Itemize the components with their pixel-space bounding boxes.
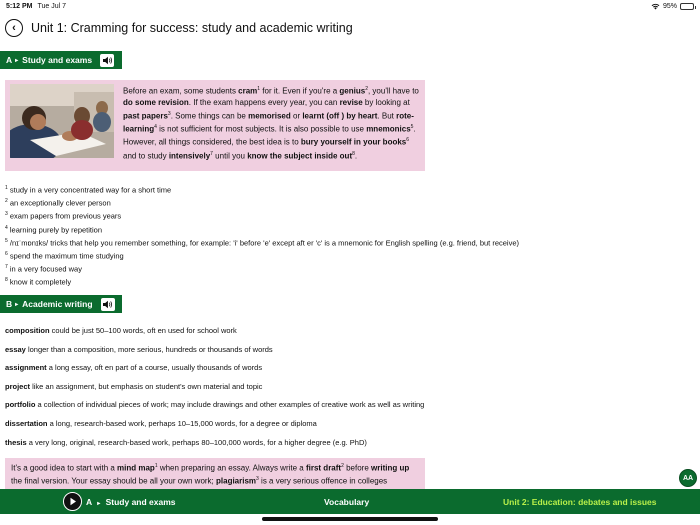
- definition-item: [5, 345, 424, 364]
- definition-item: [5, 419, 424, 438]
- footnote-marker: 3: [256, 476, 259, 483]
- passage-text: for it. Even if you're a: [260, 86, 340, 96]
- passage-text: .: [354, 151, 358, 161]
- page-title: Unit 1: Cramming for success: study and academic writing: [31, 21, 353, 35]
- passage-text: is a very serious offence in colleges: [258, 476, 388, 486]
- section-a-audio-button[interactable]: [100, 54, 114, 67]
- passage-text: Before an exam, some students: [123, 86, 239, 96]
- passage-text: when preparing an essay. Always write a: [157, 463, 306, 473]
- passage-text: by looking at: [362, 98, 410, 108]
- footnote-number: 5: [5, 237, 8, 244]
- definition-term: assignment: [5, 363, 47, 373]
- key-term: genius: [339, 86, 366, 96]
- section-b-arrow: ▸: [15, 301, 19, 308]
- footnote-item: [5, 223, 519, 236]
- section-b-definitions: [5, 326, 424, 456]
- footnote-text: know it completely: [7, 277, 72, 287]
- definition-term: portfolio: [5, 400, 36, 410]
- footnote-item: [5, 249, 519, 262]
- passage-text: the final version. Your essay should be all your own work;: [11, 476, 217, 486]
- key-term: do some revision: [123, 98, 189, 108]
- section-a-passage: [123, 84, 421, 164]
- footnote-number: 1: [5, 185, 8, 191]
- footer-vocabulary-link[interactable]: Vocabulary: [324, 496, 370, 507]
- key-term: memorised: [248, 111, 291, 121]
- footnote-item: [5, 275, 519, 288]
- key-term: cram: [238, 86, 258, 96]
- section-a-passage-text: [123, 84, 421, 162]
- definition-text: a long essay, oft en part of a course, usually thousands of words: [46, 363, 263, 373]
- footer-prev-arrow: ▸: [97, 500, 101, 507]
- passage-text: It's a good idea to start with a: [11, 463, 118, 473]
- status-bar: [0, 0, 700, 13]
- footer-next-link[interactable]: Unit 2: Education: debates and issues: [503, 496, 657, 507]
- footnote-marker: 1: [154, 463, 158, 469]
- definition-text: longer than a composition, more serious, hundreds or thousands of words: [25, 344, 273, 354]
- battery-percent: 95%: [662, 3, 677, 10]
- play-icon: [69, 497, 77, 506]
- footnote-text: study in a very concentrated way for a short time: [7, 185, 172, 195]
- key-term: bury yourself in your books: [300, 138, 407, 147]
- status-time: 5:12 PM: [6, 3, 33, 10]
- footnote-item: [5, 236, 519, 249]
- definition-term: composition: [5, 326, 50, 335]
- passage-text: . Some things can be: [170, 111, 249, 121]
- text-size-button[interactable]: AA: [679, 469, 697, 487]
- definition-item: [5, 363, 424, 382]
- key-term: rote-learning: [123, 111, 414, 134]
- title-bar: [0, 14, 700, 42]
- footnote-item: [5, 196, 519, 209]
- section-a-footnotes: [5, 183, 519, 289]
- key-term: mind map: [117, 463, 155, 473]
- back-button[interactable]: [5, 19, 23, 37]
- footnote-marker: 8: [352, 150, 355, 157]
- footnote-number: 3: [5, 211, 8, 218]
- definition-item: [5, 438, 424, 457]
- students-exam-photo: [10, 84, 114, 158]
- passage-text: and to study: [123, 151, 169, 161]
- passage-text: before: [343, 463, 372, 473]
- definition-text: a long, research-based work, perhaps 10–15,000 words, for a degree or diploma: [47, 418, 317, 428]
- status-right: [651, 3, 694, 10]
- section-a-letter: A: [6, 55, 13, 65]
- chevron-left-icon: ‹: [12, 21, 16, 34]
- definition-item: [5, 326, 424, 345]
- footnote-text: learning purely by repetition: [7, 225, 103, 235]
- key-term: revise: [339, 98, 363, 108]
- footnote-marker: 2: [365, 86, 368, 92]
- wifi-icon: [651, 3, 660, 10]
- footnote-item: [5, 262, 519, 275]
- play-button[interactable]: [63, 492, 82, 511]
- footnote-marker: 7: [210, 150, 213, 157]
- definition-term: essay: [5, 344, 26, 354]
- section-b-title: Academic writing: [22, 299, 93, 309]
- passage-text: . If the exam happens every year, you can: [188, 98, 340, 108]
- footnote-number: 7: [5, 264, 8, 271]
- key-term: mnemonics: [366, 124, 411, 134]
- definition-item: [5, 382, 424, 401]
- footnote-marker: 4: [154, 124, 157, 131]
- footnote-marker: 5: [410, 124, 414, 131]
- footnote-text: /nɪˈmɒnɪks/ tricks that help you remember something, for example: 'i' before 'e' except aft er 'c' is a mnemonic for English spelling (e.g. friend, but receive): [7, 238, 520, 248]
- definition-term: thesis: [5, 437, 27, 447]
- footnote-item: [5, 209, 519, 222]
- footnote-number: 2: [5, 198, 8, 205]
- battery-icon: [680, 3, 694, 10]
- section-b-letter: B: [6, 299, 13, 309]
- section-a-header: [0, 51, 122, 69]
- section-a-title: Study and exams: [22, 55, 93, 65]
- speaker-icon: [102, 300, 113, 309]
- definition-term: dissertation: [5, 418, 48, 428]
- definition-text: could be just 50–100 words, oft en used for school work: [49, 326, 237, 335]
- section-b-audio-button[interactable]: [101, 298, 115, 311]
- key-term: writing up: [371, 463, 410, 473]
- footnote-number: 4: [5, 224, 8, 231]
- section-b-passage-text: [11, 461, 420, 488]
- footer-prev-link[interactable]: [86, 497, 176, 507]
- speaker-icon: [102, 56, 113, 65]
- key-term: first draft: [305, 463, 342, 473]
- section-b-header: [0, 295, 122, 313]
- footnote-item: [5, 183, 519, 196]
- footnote-marker: 6: [406, 137, 410, 144]
- footnote-number: 6: [5, 251, 8, 258]
- footnote-number: 8: [5, 277, 8, 284]
- key-term: past papers: [123, 111, 168, 121]
- passage-text: until you: [212, 151, 248, 161]
- definition-text: a very long, original, research-based work, perhaps 80–100,000 words, for a higher degree (e.g. PhD): [26, 437, 367, 447]
- definition-term: project: [5, 381, 31, 391]
- passage-text: or: [290, 111, 303, 121]
- key-term: know the subject inside out: [247, 151, 353, 161]
- footer-nav: [0, 489, 700, 514]
- passage-text: is not sufficient for most subjects. It is also possible to use: [156, 124, 367, 134]
- footnote-marker: 1: [257, 86, 261, 92]
- footnote-text: in a very focused way: [7, 264, 82, 274]
- key-term: intensively: [168, 151, 211, 161]
- definition-item: [5, 400, 424, 419]
- footnote-marker: 3: [167, 110, 171, 117]
- definition-text: a collection of individual pieces of work; may include drawings and other examples of creative work as well as writing: [35, 400, 425, 410]
- passage-text: . However, all things considered, the best idea is to: [123, 124, 416, 147]
- key-term: plagiarism: [216, 476, 257, 486]
- status-date: Tue Jul 7: [37, 3, 67, 10]
- footer-prev-letter: A: [86, 496, 92, 507]
- passage-text: , you'll have to: [367, 86, 419, 96]
- passage-text: . But: [377, 111, 397, 121]
- section-b-passage-box: [5, 458, 425, 489]
- key-term: learnt (off ) by heart: [302, 111, 378, 121]
- footnote-text: an exceptionally clever person: [7, 198, 111, 208]
- footnote-text: spend the maximum time studying: [7, 251, 124, 261]
- section-a-arrow: ▸: [15, 57, 19, 64]
- footnote-text: exam papers from previous years: [7, 211, 122, 221]
- definition-text: like an assignment, but emphasis on student's own material and topic: [30, 381, 263, 391]
- home-indicator: [262, 517, 438, 521]
- footnote-marker: 2: [341, 463, 344, 469]
- footer-prev-label: Study and exams: [105, 496, 176, 507]
